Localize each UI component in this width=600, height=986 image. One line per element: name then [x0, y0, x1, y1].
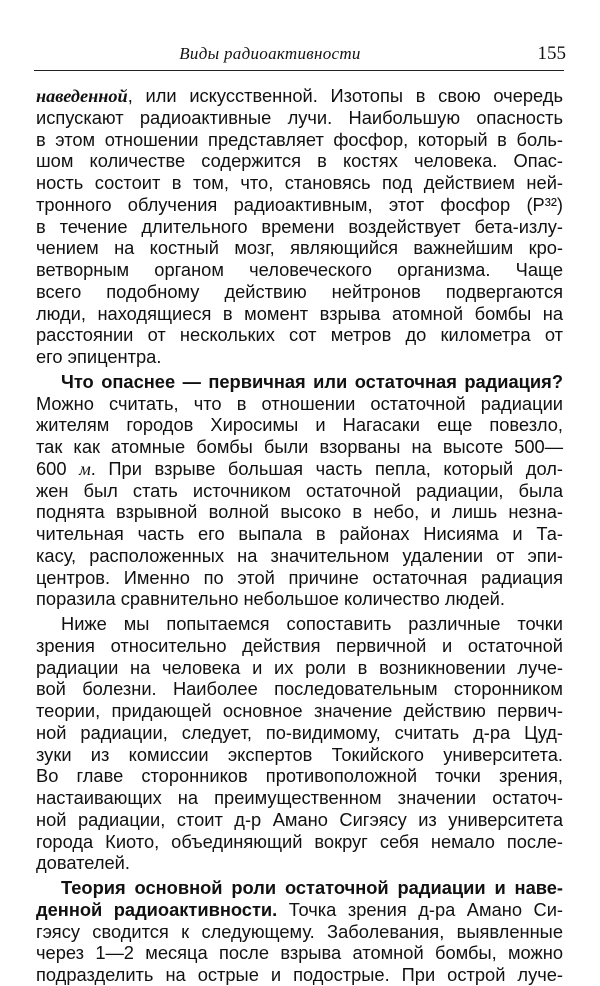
text-line: ветворным органом человеческого организма. Чаще [36, 259, 563, 280]
text-line: чительная часть его выпала в районах Нисияма и Та- [36, 523, 563, 544]
text-line: радиации на человека и их роли в возникновении луче- [36, 656, 563, 678]
italic-unit: м [79, 458, 91, 479]
text-line: в течение длительного времени воздействует бета-излу- [36, 215, 563, 237]
text-line: тронного облучения радиоактивным, этот фосфор (P³²) [36, 193, 563, 215]
text-line [36, 85, 563, 107]
text-line: всего подобному действию нейтронов подвергаются [36, 280, 563, 302]
text-line: ность состоит в том, что, становясь под действием ней- [36, 172, 563, 193]
paragraph-4 [36, 877, 563, 986]
italic-term: наведенной [36, 86, 128, 106]
paragraph-2 [36, 371, 563, 610]
text-line: в этом отношении представляет фосфор, который в боль- [36, 128, 563, 150]
text-line [36, 899, 563, 921]
text-line: вой болезни. Наиболее последовательным сторонником [36, 678, 563, 700]
text-line: Во главе сторонников противоположной точки зрения, [36, 765, 563, 787]
text-line: гэясу сводится к следующему. Заболевания, выявленные [36, 920, 563, 942]
text-line: чением на костный мозг, являющийся важнейшим кро- [36, 237, 563, 259]
paragraph-3 [36, 613, 563, 874]
line-text: Точка зрения д-ра Амано Си- [277, 898, 563, 920]
text-line: подразделить на острые и подострые. При острой луче- [36, 964, 563, 985]
text-line: шом количестве содержится в костях человека. Опас- [36, 150, 563, 172]
text-line: зрения относительно действия первичной и остаточной [36, 634, 563, 656]
running-title: Виды радиоактивности [179, 44, 361, 63]
text-line: поднята взрывной волной высоко в небо, и лишь незна- [36, 501, 563, 523]
text-line: ной радиации, стоит д-р Амано Сигэясу из университета [36, 808, 563, 830]
text-line: касу, расположенных на значительном удалении от эпи- [36, 544, 563, 566]
text-line: поразила сравнительно небольшое количество людей. [36, 588, 505, 610]
text-line: так как атомные бомбы были взорваны на высоте 500— [36, 436, 563, 457]
text-line: его эпицентра. [36, 346, 162, 367]
paragraph-1 [36, 85, 563, 368]
text-line: испускают радиоактивные лучи. Наибольшую опасность [36, 106, 563, 128]
line-text: 600 [36, 457, 80, 479]
text-line: люди, находящиеся в момент взрыва атомной бомбы на [36, 302, 563, 324]
text-line: ной радиации, следует, по-видимому, считать д-ра Цуд- [36, 721, 563, 743]
text-line: дователей. [36, 852, 130, 874]
section-heading: Теория основной роли остаточной радиации и наве- [61, 877, 563, 898]
text-line: теории, придающей основное значение действию первич- [36, 700, 563, 721]
text-line: жителям городов Хиросимы и Нагасаки еще повезло, [36, 414, 563, 436]
text-line: города Киото, объединяющий вокруг себя немало после- [36, 830, 563, 852]
text-line: Ниже мы попытаемся сопоставить различные точки [61, 613, 563, 634]
text-line: Можно считать, что в отношении остаточной радиации [36, 392, 563, 414]
section-heading: Что опаснее — первичная или остаточная радиация? [61, 370, 563, 392]
line-text: . При взрыве большая часть пепла, который дол- [90, 457, 563, 479]
running-header [34, 44, 566, 68]
text-line: через 1—2 месяца после взрыва атомной бомбы, можно [36, 942, 563, 964]
text-line: зуки из комиссии экспертов Токийского университета. [36, 743, 563, 765]
text-line [36, 458, 563, 480]
line-text: , или искусственной. Изотопы в свою очередь [127, 85, 563, 106]
body-text [36, 85, 563, 986]
header-rule [34, 70, 564, 71]
text-line: центров. Именно по этой причине остаточная радиация [36, 566, 563, 588]
page-number: 155 [537, 43, 566, 64]
text-line: расстоянии от нескольких сот метров до километра от [36, 324, 563, 346]
section-heading-cont: денной радиоактивности. [36, 898, 278, 920]
text-line: настаивающих на преимущественном значении остаточ- [36, 787, 563, 808]
text-line: жен был стать источником остаточной радиации, была [36, 479, 563, 501]
